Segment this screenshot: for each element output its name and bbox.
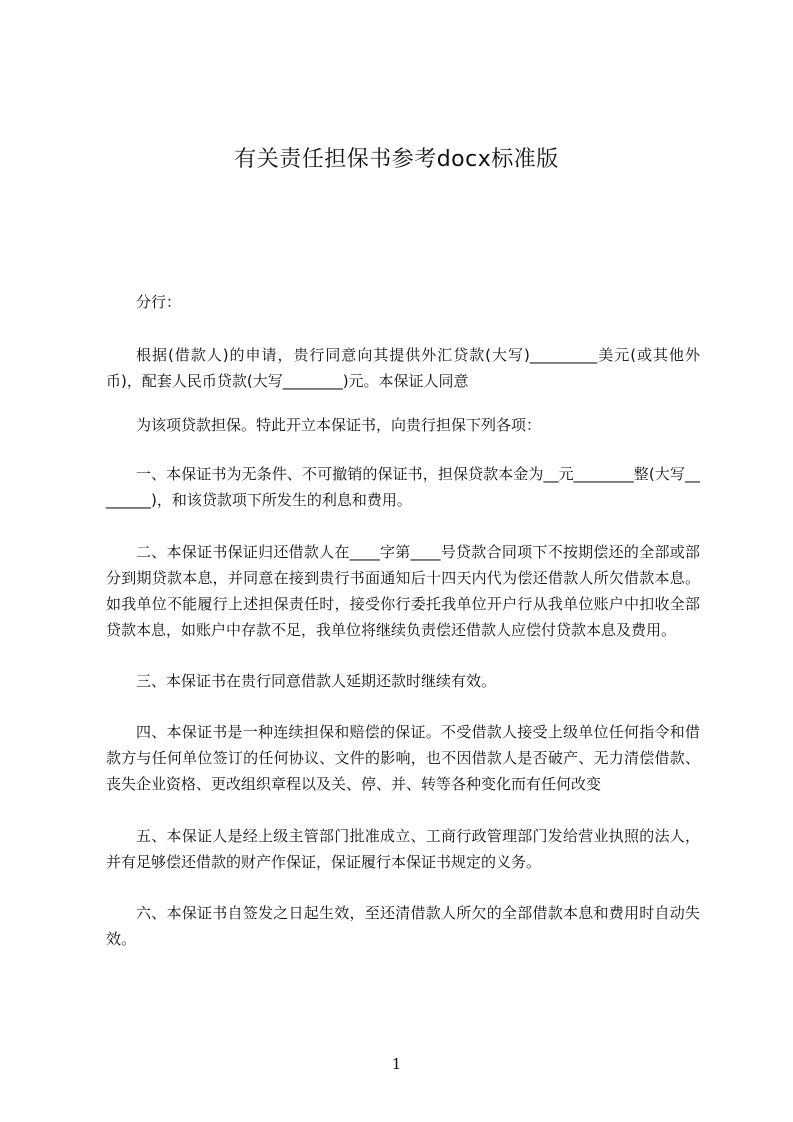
document-body <box>106 289 700 977</box>
clause-1: 一、本保证书为无条件、不可撤销的保证书，担保贷款本金为__元________整(大写________)，和该贷款项下所发生的利息和费用。 <box>106 465 700 509</box>
page-number: 1 <box>391 1055 402 1073</box>
clause-3: 三、本保证书在贵行同意借款人延期还款时继续有效。 <box>136 672 497 690</box>
clause-4: 四、本保证书是一种连续担保和赔偿的保证。不受借款人接受上级单位任何指令和借款方与任何单位签订的任何协议、文件的影响，也不因借款人是否破产、无力清偿借款、丧失企业资格、更改组织章程以及关、停、并、转等各种变化而有任何改变 <box>106 723 700 793</box>
clause-6: 六、本保证书自签发之日起生效，至还清借款人所欠的全部借款本息和费用时自动失效。 <box>106 904 700 948</box>
salutation: 分行： <box>136 293 182 311</box>
paragraph-guarantee-statement: 为该项贷款担保。特此开立本保证书，向贵行担保下列各项： <box>136 416 542 434</box>
paragraph-intro: 根据(借款人)的申请，贵行同意向其提供外汇贷款(大写)_________美元(或其他外币)，配套人民币贷款(大写________)元。本保证人同意 <box>106 346 700 390</box>
clause-5: 五、本保证人是经上级主管部门批准成立、工商行政管理部门发给营业执照的法人，并有足够偿还借款的财产作保证，保证履行本保证书规定的义务。 <box>106 827 700 871</box>
document-title: 有关责任担保书参考docx标准版 <box>234 147 559 172</box>
clause-2: 二、本保证书保证归还借款人在____字第____号贷款合同项下不按期偿还的全部或部分到期贷款本息，并同意在接到贵行书面通知后十四天内代为偿还借款人所欠借款本息。如我单位不能履行上述担保责任时，接受你行委托我单位开户行从我单位账户中扣收全部贷款本息，如账户中存款不足，我单位将继续负责偿还借款人应偿付贷款本息及费用。 <box>106 543 700 639</box>
